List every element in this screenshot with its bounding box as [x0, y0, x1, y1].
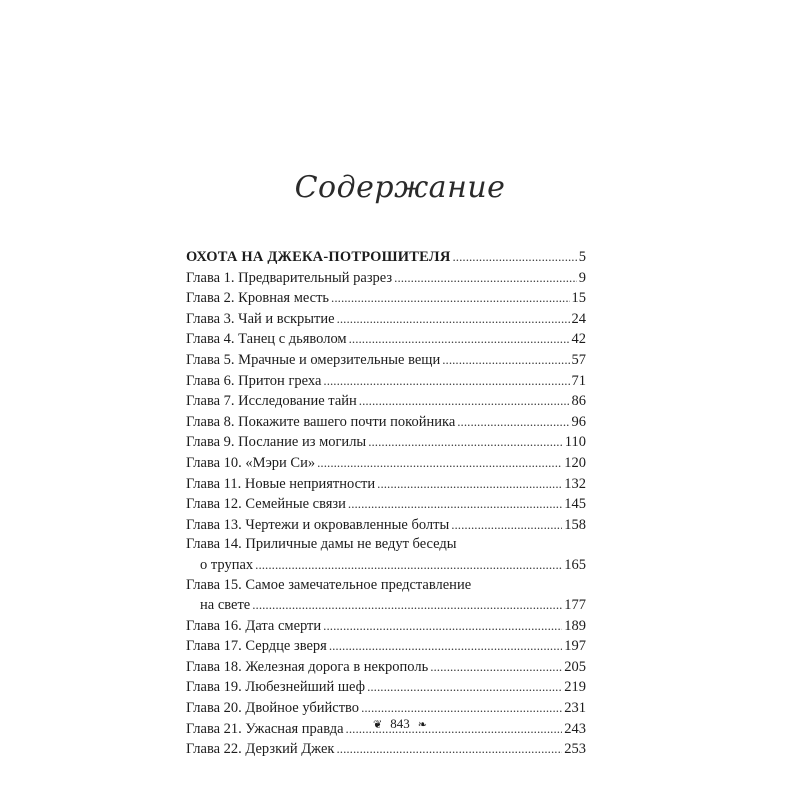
toc-page-number: 145 — [564, 496, 586, 513]
dot-leader — [359, 391, 570, 412]
dot-leader — [368, 432, 563, 453]
toc-chapter-entry — [186, 616, 586, 637]
toc-entry-label: Глава 2. Кровная месть — [186, 290, 330, 307]
toc-entry-label: Глава 14. Приличные дамы не ведут беседы — [186, 536, 457, 553]
dot-leader — [451, 515, 562, 536]
dot-leader — [323, 371, 569, 392]
toc-page-number: 132 — [564, 475, 586, 492]
toc-chapter-entry — [186, 515, 586, 536]
toc-chapter-entry — [186, 453, 586, 474]
toc-entry-label: Глава 10. «Мэри Си» — [186, 454, 316, 471]
toc-chapter-entry — [186, 268, 586, 289]
toc-page-number: 71 — [571, 372, 586, 389]
toc-chapter-entry — [186, 391, 586, 412]
toc-chapter-entry — [186, 636, 586, 657]
toc-part-entry — [186, 247, 586, 268]
page-number: 843 — [390, 716, 410, 731]
toc-entry-label: Глава 20. Двойное убийство — [186, 700, 360, 717]
toc-page-number: 120 — [564, 454, 586, 471]
toc-chapter-entry — [186, 371, 586, 392]
toc-page-number: 189 — [564, 617, 586, 634]
toc-page-number: 219 — [564, 679, 586, 696]
toc-chapter-entry — [186, 576, 586, 616]
toc-chapter-entry — [186, 657, 586, 678]
toc-entry-label: Глава 12. Семейные связи — [186, 496, 346, 513]
toc-entry-label-continuation: о трупах — [200, 556, 254, 573]
toc-chapter-entry — [186, 288, 586, 309]
dot-leader — [323, 616, 562, 637]
dot-leader — [317, 453, 562, 474]
toc-chapter-entry — [186, 535, 586, 575]
dot-leader — [255, 555, 562, 576]
toc-page-number: 158 — [564, 516, 586, 533]
toc-entry-label: Глава 13. Чертежи и окровавленные болты — [186, 516, 450, 533]
dot-leader — [349, 329, 570, 350]
toc-chapter-entry — [186, 309, 586, 330]
dot-leader — [394, 268, 577, 289]
toc-entry-label: Глава 8. Покажите вашего почти покойника — [186, 413, 456, 430]
toc-page-number: 231 — [564, 700, 586, 717]
page-title: Содержание — [294, 170, 506, 206]
toc-page-number: 86 — [571, 393, 586, 410]
toc-page-number: 9 — [578, 269, 586, 286]
page-footer — [0, 716, 800, 732]
toc-page-number: 165 — [564, 556, 586, 573]
toc-page-number: 57 — [571, 351, 586, 368]
dot-leader — [377, 474, 562, 495]
dot-leader — [442, 350, 569, 371]
toc-entry-label: Глава 22. Дерзкий Джек — [186, 741, 335, 758]
dot-leader — [329, 636, 562, 657]
toc-chapter-entry — [186, 329, 586, 350]
table-of-contents — [186, 247, 586, 760]
dot-leader — [430, 657, 562, 678]
toc-chapter-entry — [186, 739, 586, 760]
toc-entry-label: Глава 1. Предварительный разрез — [186, 269, 393, 286]
toc-page-number: 197 — [564, 638, 586, 655]
toc-entry-label: ОХОТА НА ДЖЕКА-ПОТРОШИТЕЛЯ — [186, 249, 451, 265]
fleuron-right-icon: ❧ — [417, 718, 427, 731]
toc-entry-label: Глава 3. Чай и вскрытие — [186, 310, 335, 327]
toc-page-number: 24 — [571, 310, 586, 327]
dot-leader — [367, 677, 562, 698]
toc-page-number: 177 — [564, 597, 586, 614]
toc-entry-label: Глава 18. Железная дорога в некрополь — [186, 658, 429, 675]
toc-entry-label: Глава 7. Исследование тайн — [186, 393, 357, 410]
toc-entry-label: Глава 4. Танец с дьяволом — [186, 331, 347, 348]
toc-entry-label: Глава 5. Мрачные и омерзительные вещи — [186, 351, 441, 368]
fleuron-left-icon: ❦ — [373, 718, 383, 731]
dot-leader — [252, 595, 562, 616]
toc-chapter-entry — [186, 677, 586, 698]
toc-chapter-entry — [186, 412, 586, 433]
toc-chapter-entry — [186, 350, 586, 371]
toc-entry-label: Глава 17. Сердце зверя — [186, 638, 327, 655]
toc-entry-label: Глава 15. Самое замечательное представление — [186, 576, 472, 593]
toc-page-number: 253 — [564, 741, 586, 758]
dot-leader — [348, 494, 562, 515]
toc-entry-label: Глава 9. Послание из могилы — [186, 434, 367, 451]
toc-entry-label: Глава 21. Ужасная правда — [186, 720, 344, 737]
dot-leader — [331, 288, 569, 309]
toc-page-number: 205 — [564, 658, 586, 675]
toc-page-number: 5 — [578, 249, 586, 265]
toc-page-number: 15 — [571, 290, 586, 307]
toc-entry-label-continuation: на свете — [200, 597, 251, 614]
toc-chapter-entry — [186, 432, 586, 453]
dot-leader — [453, 247, 577, 268]
toc-entry-label: Глава 19. Любезнейший шеф — [186, 679, 366, 696]
dot-leader — [337, 309, 570, 330]
toc-entry-label: Глава 16. Дата смерти — [186, 617, 322, 634]
toc-page-number: 42 — [571, 331, 586, 348]
toc-chapter-entry — [186, 474, 586, 495]
toc-page-number: 96 — [571, 413, 586, 430]
toc-entry-label: Глава 11. Новые неприятности — [186, 475, 376, 492]
toc-entry-label: Глава 6. Притон греха — [186, 372, 322, 389]
toc-page-number: 110 — [564, 434, 586, 451]
toc-page-number: 243 — [564, 720, 586, 737]
toc-chapter-entry — [186, 494, 586, 515]
dot-leader — [457, 412, 569, 433]
dot-leader — [336, 739, 562, 760]
